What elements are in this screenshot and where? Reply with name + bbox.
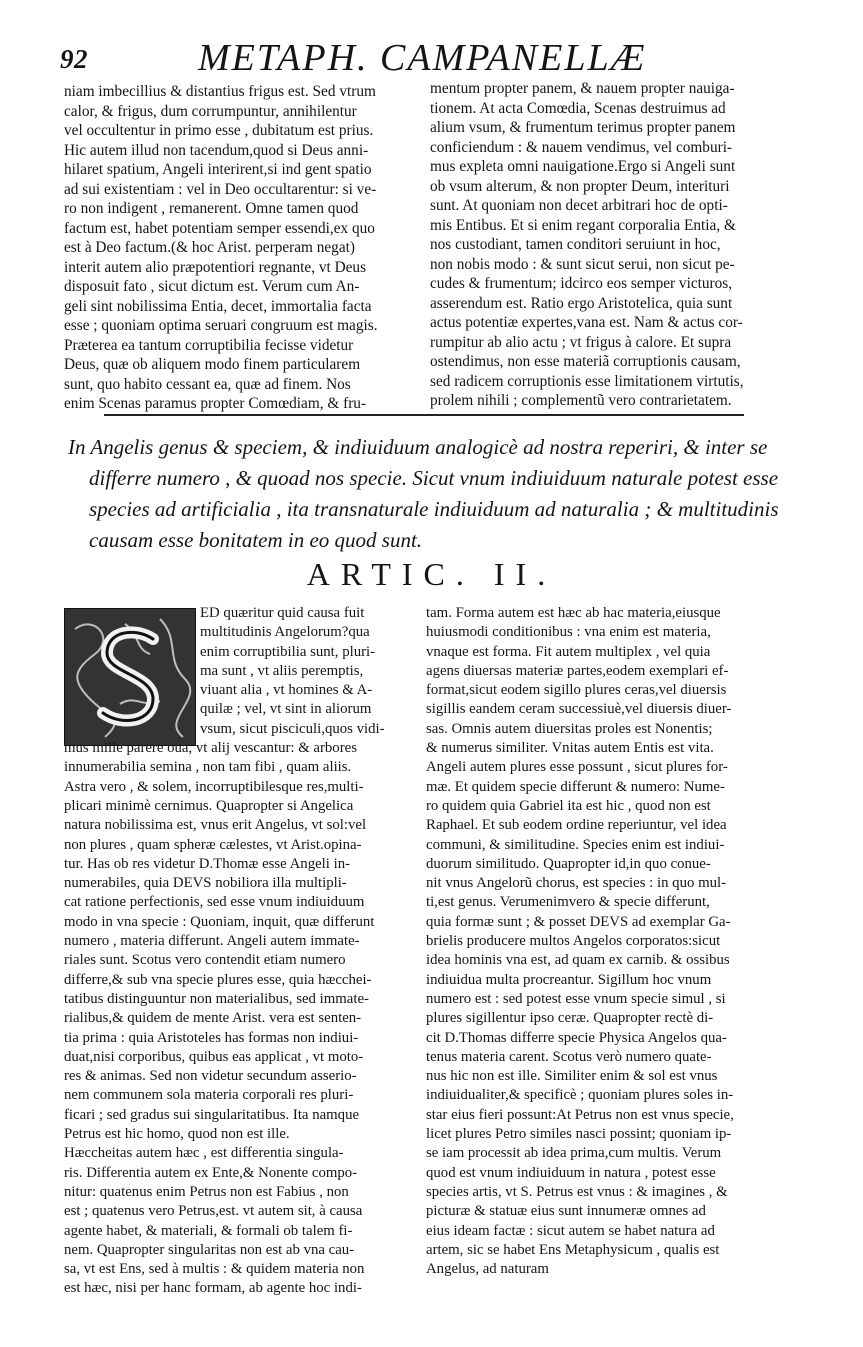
text-line: duat,nisi corporibus, quibus eas applicat , vt moto- [64, 1048, 364, 1065]
text-line: mæ. Et quidem specie differunt & numero: Nume- [426, 778, 725, 795]
text-line: brielis producere multos Angelos corporatos:sicut [426, 933, 721, 950]
text-line: calor, & frigus, dum corrumpuntur, annihilentur [64, 102, 357, 120]
text-line: numerabiles, quia DEVS nobiliora illa multipli- [64, 875, 347, 892]
text-line: numero , materia differunt. Angeli autem immate- [64, 933, 360, 950]
bottom-left-column [64, 604, 404, 1299]
text-line: mus expleta omni nauigatione.Ergo si Angeli sunt [430, 158, 736, 175]
text-line: rialibus,& quidem de mente Arist. vera est senten- [64, 1010, 362, 1027]
text-line: ro non indigent , remanerent. Omne tamen quod [64, 200, 359, 217]
text-line: indiuidua multa procreantur. Sigillum hoc vnum [426, 971, 712, 988]
text-line: eius ideam factæ : sicut autem se habet natura ad [426, 1222, 715, 1239]
section-rule [104, 414, 744, 416]
text-line: ad sui existentiam : vel in Deo occultarentur: si ve- [64, 180, 377, 198]
text-line: asserendum est. Ratio ergo Aristotelica, quia sunt [430, 294, 733, 312]
text-line: nit vnus Angelorũ chorus, est species : in quo mul- [426, 875, 727, 892]
text-line: Angelus, ad naturam [426, 1261, 549, 1278]
text-line: mentum propter panem, & nauem propter nauiga- [430, 80, 735, 97]
text-line: multitudinis Angelorum?qua [200, 624, 370, 641]
text-line: tia prima : quia Aristoteles has formas non indiui- [64, 1029, 359, 1046]
text-line: enim corruptibilia sunt, pluri- [200, 643, 376, 660]
text-line: Præterea ea tantum corruptibilia fecisse videtur [64, 336, 354, 354]
text-line: quod est vnum indiuiduum in natura , potest esse [426, 1164, 716, 1181]
text-line: rumpitur ab alio actu ; vt frigus à calore. Et supra [430, 333, 732, 351]
text-line: nitur: quatenus enim Petrus non est Fabius , non [64, 1183, 349, 1200]
top-right-column [430, 79, 772, 411]
text-line: communi, & similitudine. Species enim est indiui- [426, 836, 725, 853]
text-line: nos custodiant, tamen conditori seruiunt in hoc, [430, 236, 721, 253]
text-line: artem, sic se habet Ens Metaphysicum , qualis est [426, 1241, 720, 1258]
text-line: prolem nihili ; complementũ vero contrarietatem. [430, 392, 732, 409]
text-line: tatibus distinguuntur non materialibus, sed immate- [64, 990, 369, 1007]
article-summary [68, 432, 779, 556]
text-line: vnaque est forma. Fit autem multiplex , vel quia [426, 643, 711, 660]
text-line: Hic autem illud non tacendum,quod si Deus anni- [64, 141, 369, 159]
text-line: sunt. At quoniam non decet arbitrari hoc de opti- [430, 197, 728, 214]
text-line: quilæ ; vel, vt sint in aliorum [200, 701, 372, 718]
article-title: ARTIC. II. [306, 556, 557, 592]
text-line: Astra vero , & solem, incorruptibilesque res,multi- [64, 778, 364, 795]
text-line: ris. Differentia autem ex Ente,& Nonente compo- [64, 1164, 358, 1181]
text-line: non nobis modo : & sunt sicut serui, non sicut pe- [430, 255, 735, 273]
text-line: species ad artificialia , ita transnaturale indiuiduum ad naturalia ; & multitudinis [89, 497, 779, 521]
text-line: est à Deo factum.(& hoc Arist. perperam negat) [64, 239, 355, 256]
text-line: In Angelis genus & speciem, & indiuiduum analogicè ad nostra reperiri, & inter se [68, 435, 768, 459]
text-line: geli sint nobilissima Entia, decet, immortalia facta [64, 297, 372, 315]
text-line: ti,est genus. Verumenimvero & specie differunt, [426, 894, 710, 911]
text-line: sed radicem corruptionis esse limitationem virtutis, [430, 372, 744, 390]
text-line: agente habet, & materiali, & formali ob talem fi- [64, 1222, 353, 1239]
running-head: METAPH. CAMPANELLÆ [198, 37, 647, 79]
text-line: Deus, quæ ob aliquem modo finem particularem [64, 356, 361, 373]
text-line: plicari minimè cernimus. Quapropter si Angelica [64, 797, 354, 814]
text-line: est hæc, nisi per hanc formam, ab agente hoc indi- [64, 1280, 362, 1297]
text-line: differre numero , & quoad nos specie. Sicut vnum indiuiduum naturale potest esse [89, 466, 779, 490]
text-line: cudes & frumentum; idcirco eos semper victuros, [430, 275, 733, 292]
text-line: hilaret spatium, Angeli interirent,si ind gent spatio [64, 161, 372, 178]
text-line: Hæccheitas autem hæc , est differentia singula- [64, 1145, 344, 1162]
text-line: sas. Omnis autem diuersitas proles est Nonentis; [426, 720, 713, 737]
text-line: disposuit fato , sicut dictum est. Verum cum An- [64, 278, 360, 295]
text-line: sa, vt est Ens, sed à multis : & quidem materia non [64, 1261, 365, 1278]
text-line: enim Scenas paramus propter Comœdiam, & fru- [64, 395, 367, 412]
text-line: huiusmodi conditionibus : vna enim est materia, [426, 624, 711, 641]
text-line: conficiendum : & nauem vendimus, vel comburi- [430, 138, 733, 156]
text-line: ostendimus, non esse materiã corruptionis causam, [430, 353, 741, 370]
text-line: causam esse bonitatem in eo quod sunt. [89, 528, 423, 552]
text-line: sigillis eandem ceram successiuè,vel diuersis diuer- [426, 701, 732, 718]
text-line: & numerus similiter. Vnitas autem Entis est vita. [426, 740, 714, 757]
text-line: viuant alia , vt homines & A- [200, 682, 373, 699]
text-line: se iam processit ab idea prima,cum multis. Verum [426, 1145, 722, 1162]
text-line: ro quidem quia Gabriel ita est hic , quod non est [426, 797, 711, 814]
text-line: est ; quatenus vero Petrus,est. vt autem sit, à causa [64, 1203, 363, 1220]
text-line: tur. Has ob res videtur D.Thomæ esse Angeli in- [64, 855, 351, 872]
text-line: species artis, vt S. Petrus est vnus : & imagines , & [426, 1183, 728, 1200]
text-line: tionem. At acta Comœdia, Scenas destruimus ad [430, 99, 726, 117]
text-line: mis Entibus. Et si enim regant corporalia Entia, & [430, 216, 736, 234]
text-line: esse ; quoniam optima seruari congruum est magis. [64, 317, 378, 334]
text-line: tenus materia carent. Scotus verò numero quate- [426, 1048, 712, 1065]
text-line: differre,& sub vna specie plures esse, quia hæcchei- [64, 971, 372, 988]
text-line: ficari ; sed gradus sui singularitatibus. Ita namque [64, 1106, 360, 1123]
text-line: riales sunt. Scotus vero contendit etiam numero [64, 952, 346, 969]
text-line: licet plures Petro similes nasci possint; quoniam ip- [426, 1126, 732, 1143]
text-line: res & animas. Sed non videtur secundum asserio- [64, 1068, 357, 1085]
text-line: niam imbecillius & distantius frigus est. Sed vtrum [64, 83, 376, 100]
text-line: factum est, habet potentiam semper essendi,ex quo [64, 219, 375, 237]
text-line: vsum, sicut pisciculi,quos vidi- [200, 720, 385, 737]
text-line: agens diuersas materiæ partes,eodem exemplari ef- [426, 662, 729, 679]
text-line: cat ratione perfectionis, sed esse vnum indiuiduum [64, 894, 365, 911]
text-line: interit autem alio præpotentiori regnante, vt Deus [64, 258, 367, 276]
text-line: Angeli autem plures esse possunt , sicut plures for- [426, 759, 728, 776]
text-line: nem communem sola materia corporali res pluri- [64, 1087, 354, 1104]
text-line: modo in vna specie : Quoniam, inquit, quæ differunt [64, 913, 375, 930]
top-left-column [64, 82, 402, 414]
text-line: ma sunt , vt aliis peremptis, [200, 662, 364, 679]
text-line: tam. Forma autem est hæc ab hac materia,eiusque [426, 605, 721, 621]
text-line: innumerabilia semina , non tam fibi , quam aliis. [64, 759, 352, 776]
page-number: 92 [60, 44, 88, 74]
text-line: numero est : sed potest esse vnum specie simul , si [426, 990, 726, 1007]
text-line: natura nobilissima est, vnus erit Angelus, vt sol:vel [64, 817, 367, 834]
text-line: nus hic non est ille. Similiter enim & sol est vnus [426, 1068, 718, 1085]
text-line: alium vsum, & frumentum terimus propter panem [430, 119, 736, 136]
text-line: ob vsum alterum, & non propter Deum, interituri [430, 177, 730, 195]
text-line: plures sigillentur ipso ceræ. Quapropter rectè di- [426, 1010, 714, 1027]
text-line: Raphael. Et sub eodem ordine reperiuntur, vel idea [426, 817, 727, 834]
text-line: Petrus est hic homo, quod non est ille. [64, 1126, 290, 1143]
text-line: ED quæritur quid causa fuit [200, 605, 365, 621]
text-line: vel occultentur in primo esse , dubitatum est prius. [64, 122, 374, 139]
text-line: idea hominis vna est, ad quam ex carnib. & ossibus [426, 952, 730, 969]
bottom-right-column [426, 604, 778, 1279]
text-line: star eius fieri possunt:At Petrus non est vnus specie, [426, 1106, 734, 1123]
text-line: non plures , quam spheræ cælestes, vt Arist.opina- [64, 836, 362, 853]
text-line: actus potentiæ expertes,vana est. Nam & actus cor- [430, 314, 743, 331]
text-line: cit D.Thomas differre specie Physica Angelos qua- [426, 1029, 727, 1046]
text-line: format,sicut eodem sigillo plures ceras,vel diuersis [426, 682, 727, 699]
text-line: indiuidualiter,& specificè ; quoniam plures soles in- [426, 1087, 734, 1104]
text-line: quia formæ sunt ; & posset DEVS ad exemplar Ga- [426, 913, 731, 930]
text-line: duorum similitudo. Quapropter id,in quo conue- [426, 855, 711, 872]
text-line: mus mille parere oua, vt alij vescantur: & arbores [64, 740, 357, 757]
text-line: sunt, quo habito cessant ea, quæ ad finem. Nos [64, 375, 351, 393]
text-line: nem. Quapropter singularitas non est ab vna cau- [64, 1241, 355, 1258]
text-line: picturæ & statuæ eius sunt innumeræ omnes ad [426, 1203, 706, 1220]
